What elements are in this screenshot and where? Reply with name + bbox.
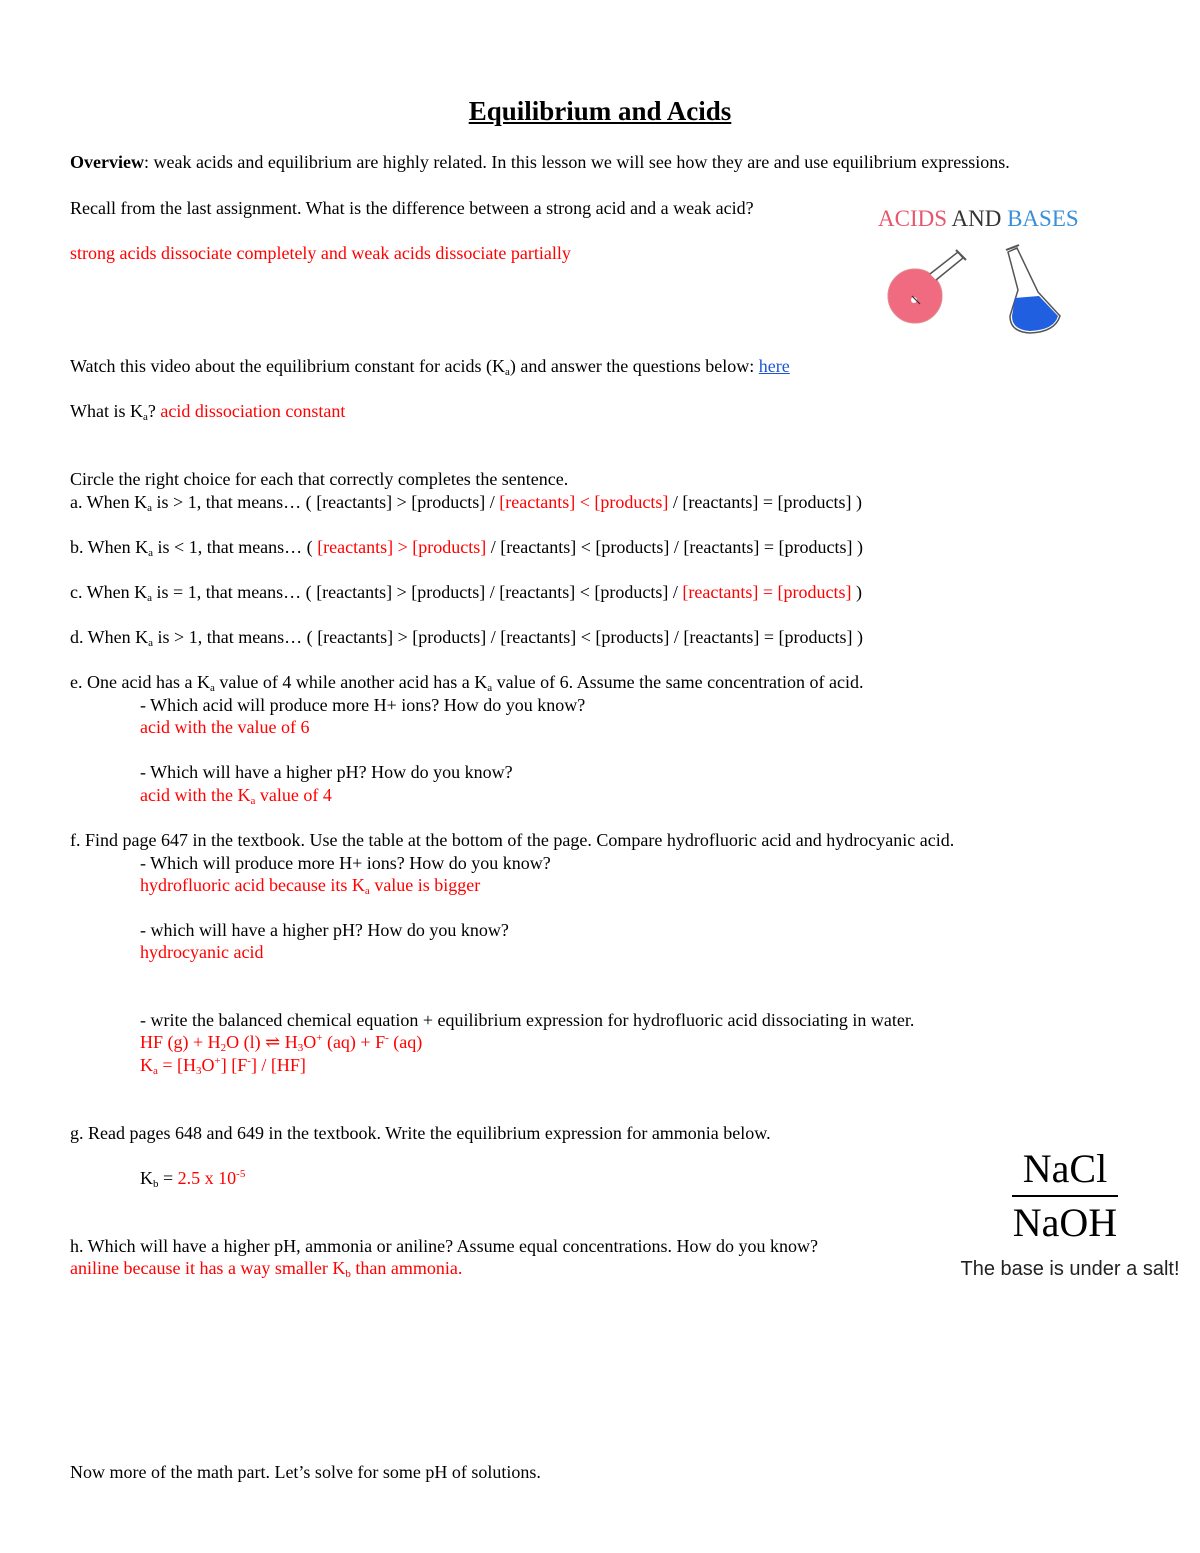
question-d: d. When $K_a$ is > 1, that means… ( [reactants] > [products] / [reactants] < [products] / [reactants] = [products] ) (70, 627, 863, 649)
question-b: b. When $K_a$ is < 1, that means… ( [reactants] > [products] / [reactants] < [products] / [reactants] = [products] ) (70, 537, 863, 559)
answer-f-3-expression: $K_a = [H_3O^+]$ [F-] / [HF] (140, 1055, 306, 1077)
answer-f-3-equation: HF $(g) + H_2O$ (l) ⇌ $H_3O^+$ (aq) + F- (aq) (140, 1032, 423, 1054)
nacl-caption: The base is under a salt! (960, 1258, 1180, 1280)
acids-and-bases-image (870, 200, 1100, 340)
answer-e-2: acid with the $K_a$ value of 4 (140, 785, 332, 807)
question-e-2: - Which will have a higher pH? How do you know? (140, 762, 513, 782)
answer-f-1: hydrofluoric acid because its $K_a$ value is bigger (140, 875, 481, 897)
nacl-naoh-image (955, 1145, 1185, 1295)
question-g: g. Read pages 648 and 649 in the textbook. Write the equilibrium expression for ammonia below. (70, 1123, 771, 1143)
question-c: c. When $K_a$ is = 1, that means… ( [reactants] > [products] / [reactants] < [products] / [reactants] = [products] ) (70, 582, 862, 604)
circle-intro: Circle the right choice for each that correctly completes the sentence. (70, 469, 569, 489)
answer-c: [reactants] = [products] (682, 582, 852, 602)
question-e: e. One acid has a $K_a$ value of 4 while another acid has a $K_a$ value of 6. Assume the same concentration of acid. (70, 672, 864, 694)
recall-answer: strong acids dissociate completely and weak acids dissociate partially (70, 243, 571, 263)
answer-h: aniline because it has a way smaller $K_b$ than ammonia. (70, 1258, 463, 1280)
what-is-ka: What is $K_a$? acid dissociation constant (70, 401, 346, 423)
question-h: h. Which will have a higher pH, ammonia or aniline? Assume equal concentrations. How do you know? (70, 1236, 818, 1256)
flask-icons (870, 240, 1100, 340)
page-title: Equilibrium and Acids (468, 96, 732, 126)
answer-b: [reactants] > [products] (317, 537, 487, 557)
nacl-text: NaCl (1022, 1146, 1108, 1191)
question-e-1: - Which acid will produce more H+ ions? How do you know? (140, 695, 586, 715)
question-f-3: - write the balanced chemical equation + equilibrium expression for hydrofluoric acid dissociating in water. (140, 1010, 915, 1030)
overview-line (70, 152, 1010, 173)
base-flask-icon (1006, 245, 1060, 333)
answer-f-2: hydrocyanic acid (140, 942, 264, 962)
question-f-2: - which will have a higher pH? How do you know? (140, 920, 509, 940)
closing-line: Now more of the math part. Let’s solve for some pH of solutions. (70, 1462, 541, 1482)
overview-label: Overview (70, 152, 144, 172)
answer-g: $K_b = 2.5$ x $10^{-5}$ (140, 1168, 246, 1190)
answer-e-1: acid with the value of 6 (140, 717, 310, 737)
answer-a: [reactants] < [products] (499, 492, 669, 512)
fraction-bar (1012, 1195, 1118, 1197)
acid-flask-icon (888, 250, 966, 323)
what-is-ka-answer: acid dissociation constant (160, 401, 346, 421)
video-instruction: Watch this video about the equilibrium constant for acids $(K_a)$ and answer the questions below: here (70, 356, 790, 378)
video-link[interactable]: here (758, 356, 790, 376)
question-f-1: - Which will produce more H+ ions? How do you know? (140, 853, 551, 873)
overview-text: : weak acids and equilibrium are highly related. In this lesson we will see how they are and use equilibrium expressions. (143, 152, 1010, 172)
acids-and-bases-heading: ACIDS AND BASES (878, 206, 1079, 231)
naoh-text: NaOH (1012, 1200, 1118, 1245)
question-a: a. When $K_a$ is > 1, that means… ( [reactants] > [products] / [reactants] < [products] / [reactants] = [products] ) (70, 492, 862, 514)
question-f: f. Find page 647 in the textbook. Use the table at the bottom of the page. Compare hydrofluoric acid and hydrocyanic acid. (70, 830, 955, 850)
recall-question: Recall from the last assignment. What is the difference between a strong acid and a weak acid? (70, 198, 754, 218)
